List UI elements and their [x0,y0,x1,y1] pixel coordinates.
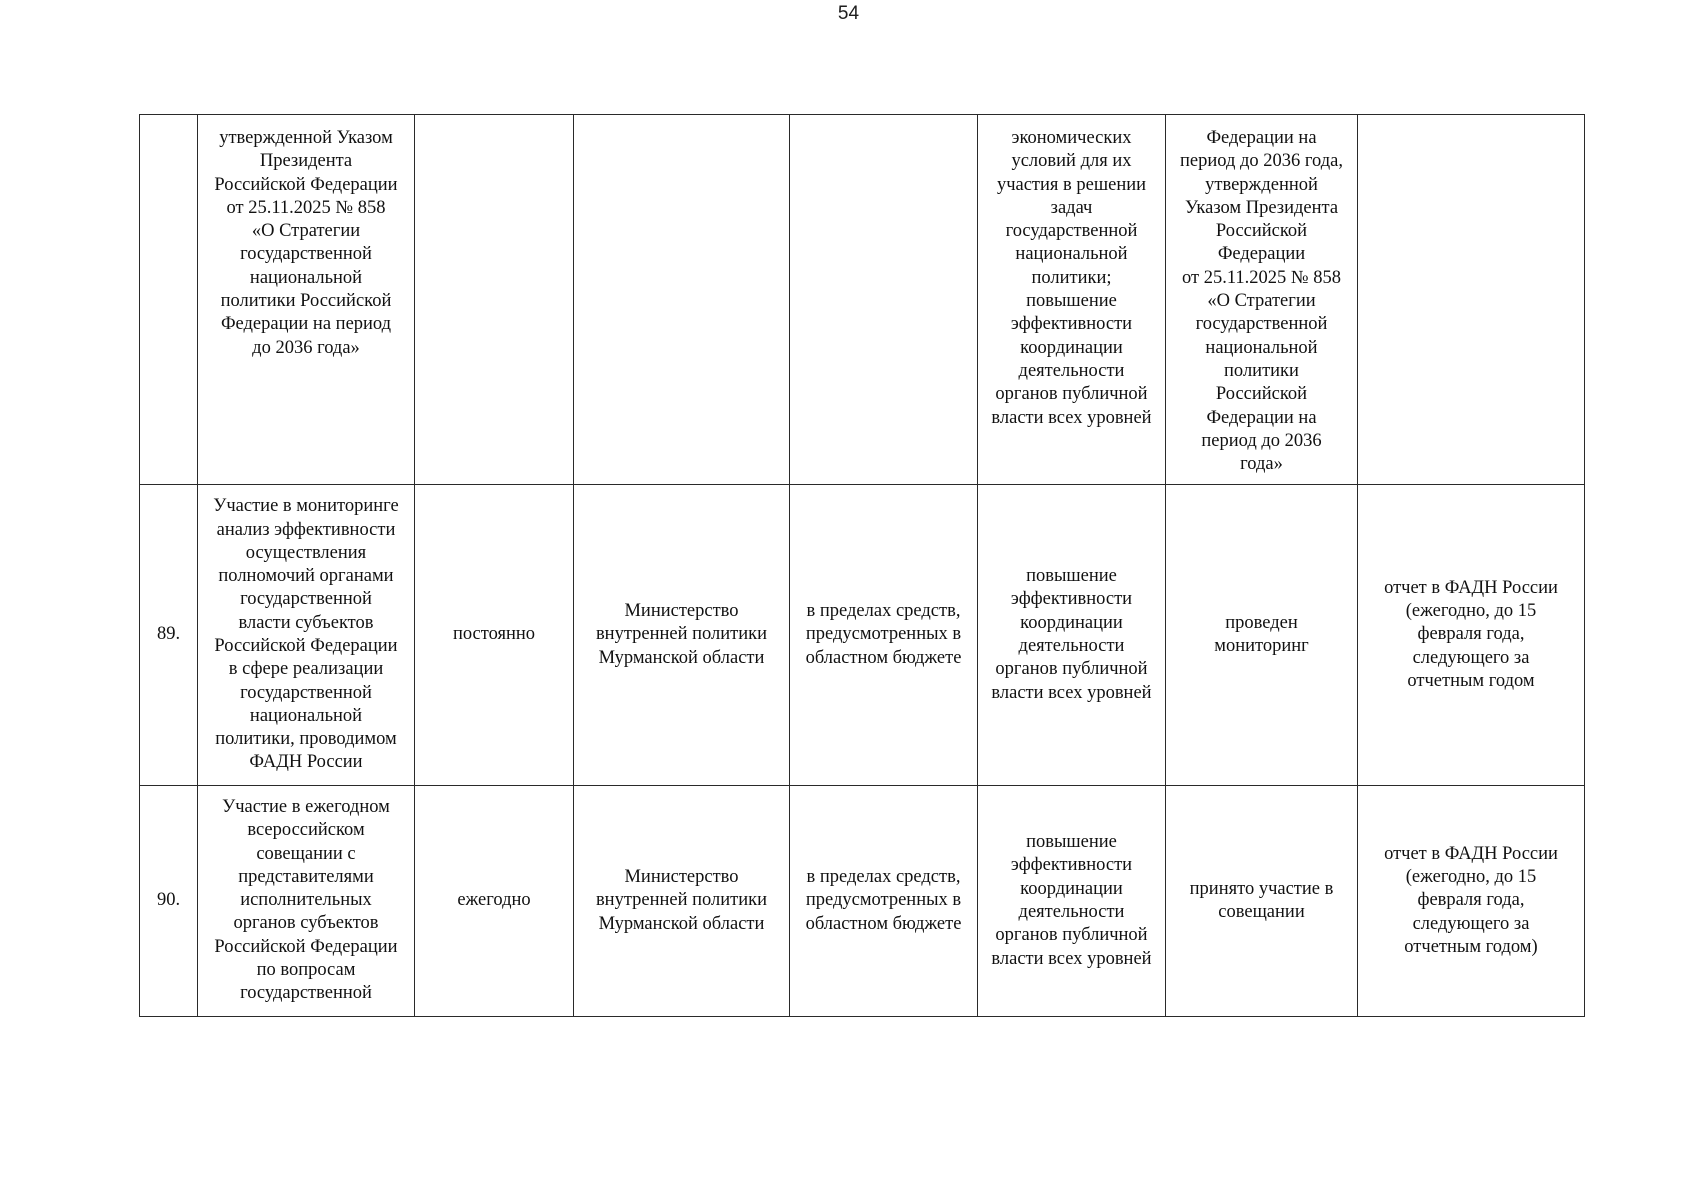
cell-number: 90. [140,786,198,1017]
cell-number [140,115,198,485]
cell-goal: повышение эффективности координации деятельности органов публичной власти всех уровней [978,786,1166,1017]
cell-result: Федерации на период до 2036 года, утвержденной Указом Президента Российской Федерации от 25.11.2025 № 858 «О Стратегии государственной национальной политики Российской Федерации на период до 2036 года» [1166,115,1358,485]
cell-activity-name: утвержденной Указом Президента Российской Федерации от 25.11.2025 № 858 «О Стратегии государственной национальной политики Российской Федерации на период до 2036 года» [198,115,415,485]
cell-executor: Министерство внутренней политики Мурманской области [574,485,790,786]
table-row-continuation [140,115,1585,485]
cell-report [1358,115,1585,485]
page-number: 54 [837,3,860,24]
cell-term [415,115,574,485]
cell-executor: Министерство внутренней политики Мурманской области [574,786,790,1017]
cell-executor [574,115,790,485]
activities-table [139,114,1585,1017]
cell-report: отчет в ФАДН России (ежегодно, до 15 февраля года, следующего за отчетным годом [1358,485,1585,786]
cell-term: постоянно [415,485,574,786]
cell-number: 89. [140,485,198,786]
table-row-89 [140,485,1585,786]
table-row-90 [140,786,1585,1017]
cell-result: принято участие в совещании [1166,786,1358,1017]
cell-goal: повышение эффективности координации деятельности органов публичной власти всех уровней [978,485,1166,786]
cell-goal: экономических условий для их участия в решении задач государственной национальной политики; повышение эффективности координации деятельности органов публичной власти всех уровней [978,115,1166,485]
cell-result: проведен мониторинг [1166,485,1358,786]
cell-funding: в пределах средств, предусмотренных в областном бюджете [790,786,978,1017]
cell-report: отчет в ФАДН России (ежегодно, до 15 февраля года, следующего за отчетным годом) [1358,786,1585,1017]
cell-activity-name: Участие в ежегодном всероссийском совещании с представителями исполнительных органов субъектов Российской Федерации по вопросам государственной [198,786,415,1017]
cell-funding: в пределах средств, предусмотренных в областном бюджете [790,485,978,786]
cell-activity-name: Участие в мониторинге анализ эффективности осуществления полномочий органами государственной власти субъектов Российской Федерации в сфере реализации государственной национальной политики, проводимом ФАДН России [198,485,415,786]
cell-funding [790,115,978,485]
cell-term: ежегодно [415,786,574,1017]
